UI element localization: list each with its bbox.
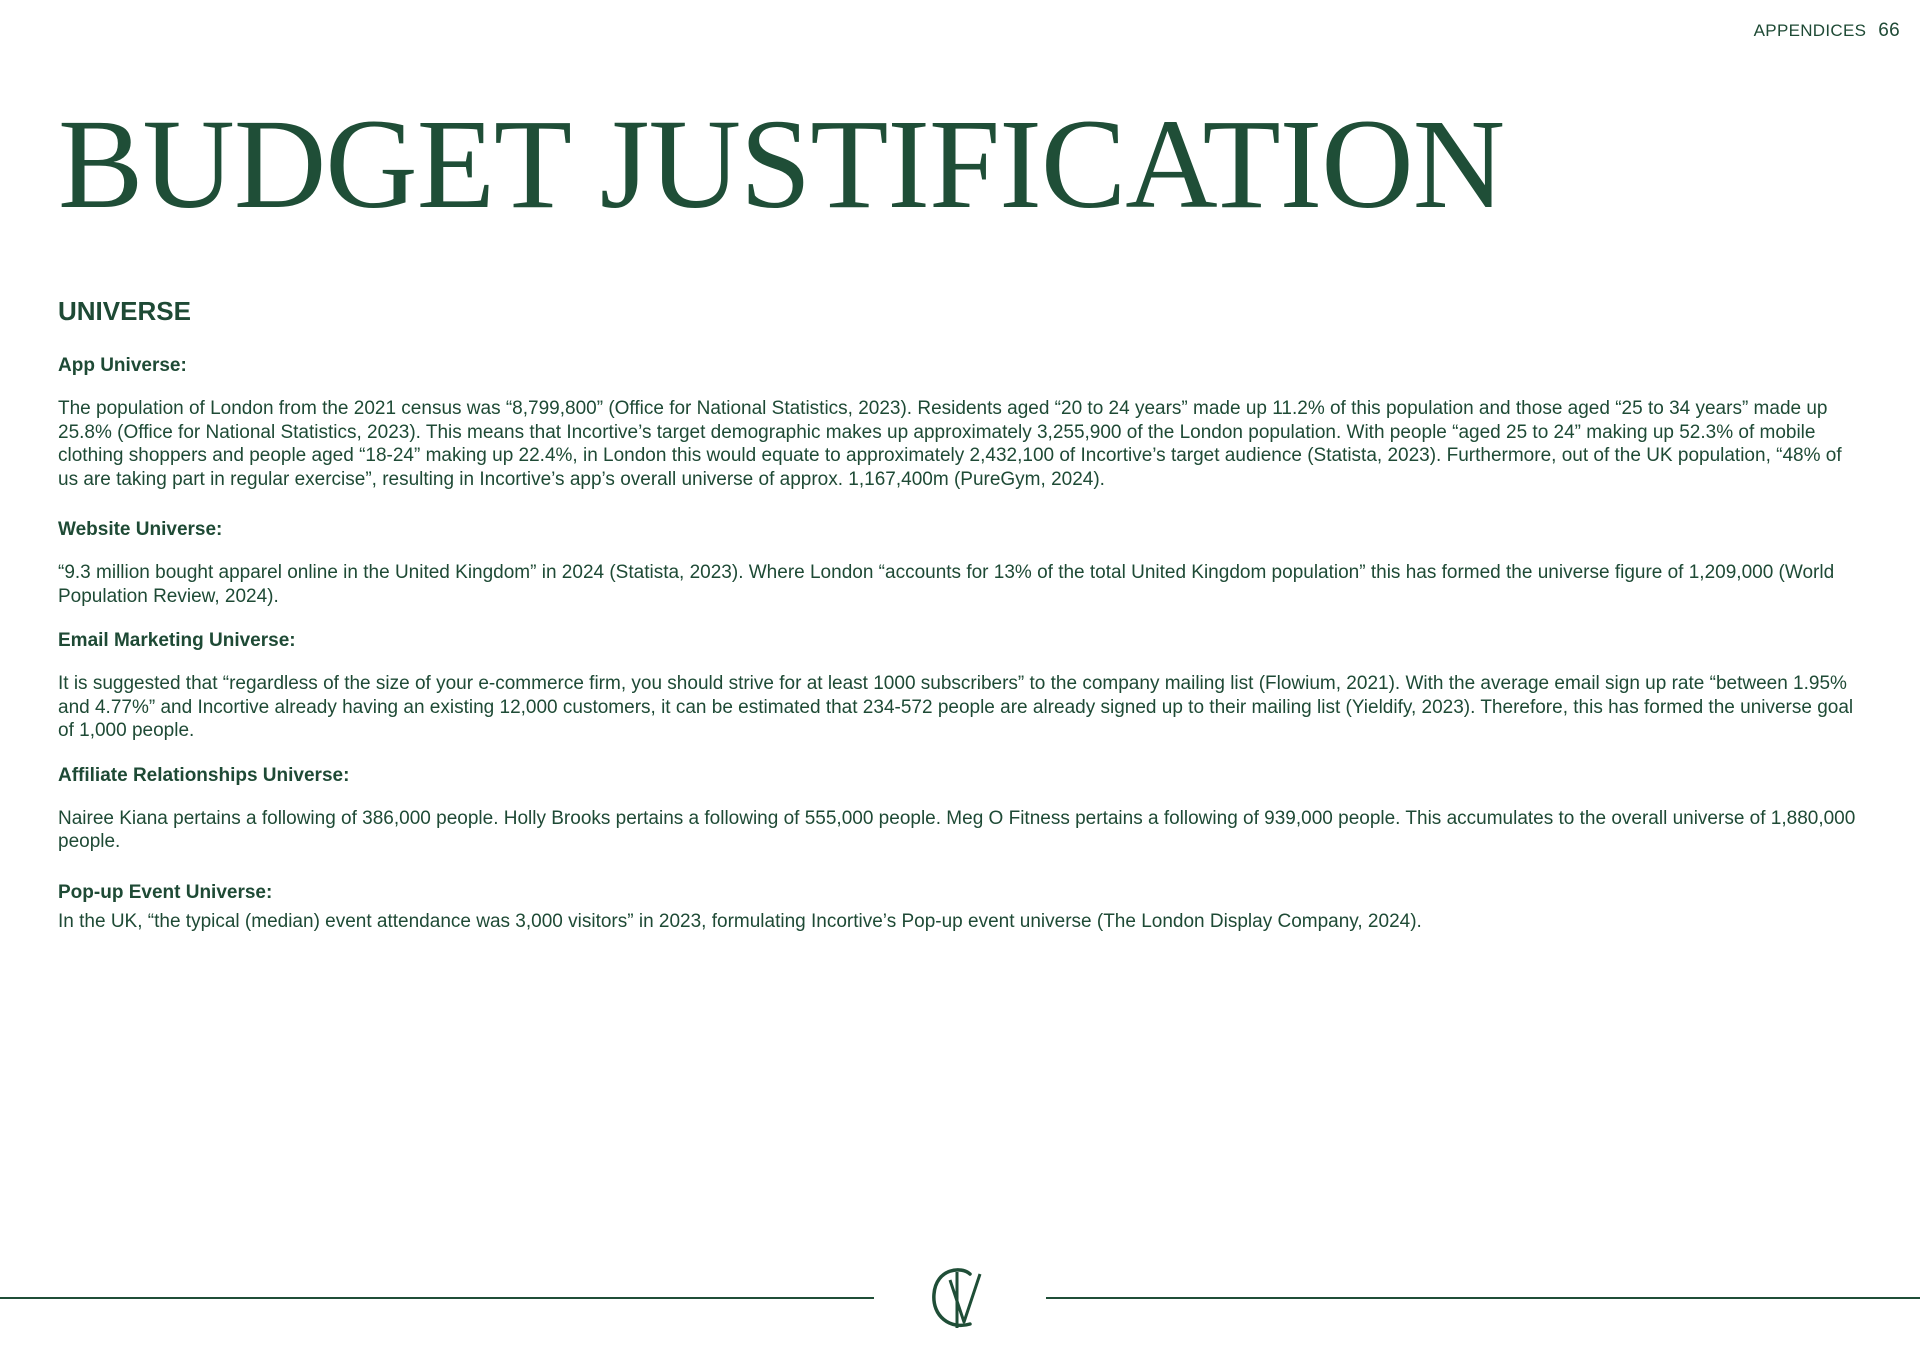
block-text: Nairee Kiana pertains a following of 386,000 people. Holly Brooks pertains a following of 555,000 people. Meg O Fitness pertains a following of 939,000 people. This accumulates to the overall universe of 1,880,000 people. (58, 807, 1856, 852)
section-label: APPENDICES (1753, 21, 1867, 40)
universe-section (58, 296, 1864, 961)
page-title: BUDGET JUSTIFICATION (58, 93, 1505, 235)
footer-divider-left (0, 1297, 874, 1299)
cv-monogram-logo-icon (926, 1264, 996, 1334)
website-universe-block (58, 519, 1864, 608)
block-text: In the UK, “the typical (median) event attendance was 3,000 visitors” in 2023, formulating Incortive’s Pop-up event universe (The London Display Company, 2024). (58, 910, 1422, 932)
block-title: App Universe: (58, 355, 187, 376)
popup-event-universe-block (58, 882, 1864, 934)
block-title: Website Universe: (58, 519, 223, 540)
footer-divider-right (1046, 1297, 1920, 1299)
affiliate-universe-block (58, 765, 1864, 854)
block-text: It is suggested that “regardless of the size of your e-commerce firm, you should strive for at least 1000 subscribers” to the company mailing list (Flowium, 2021). With the average email sign up rate “between 1.95% and 4.77%” and Incortive already having an existing 12,000 customers, it can be estimated that 234-572 people are already signed up to their mailing list (Yieldify, 2023). Therefore, this has formed the universe goal of 1,000 people. (58, 673, 1854, 741)
app-universe-block (58, 355, 1864, 491)
page-header (1754, 20, 1900, 42)
page-number: 66 (1878, 20, 1900, 41)
section-heading: UNIVERSE (58, 296, 191, 326)
email-marketing-universe-block (58, 630, 1864, 743)
block-title: Pop-up Event Universe: (58, 881, 273, 903)
block-title: Affiliate Relationships Universe: (58, 764, 350, 786)
block-title: Email Marketing Universe: (58, 630, 296, 651)
block-text: The population of London from the 2021 census was “8,799,800” (Office for National Statistics, 2023). Residents aged “20 to 24 years” made up 11.2% of this population and those aged “25 to 34 years” made up 25.8% (Office for National Statistics, 2023). This means that Incortive’s target demographic makes up approximately 3,255,900 of the London population. With people “aged 25 to 24” making up 52.3% of mobile clothing shoppers and people aged “18-24” making up 22.4%, in London this would equate to approximately 2,432,100 of Incortive’s target audience (Statista, 2023). Furthermore, out of the UK population, “48% of us are taking part in regular exercise”, resulting in Incortive’s app’s overall universe of approx. 1,167,400m (PureGym, 2024). (58, 398, 1842, 490)
block-text: “9.3 million bought apparel online in the United Kingdom” in 2024 (Statista, 2023). Where London “accounts for 13% of the total United Kingdom population” this has formed the universe figure of 1,209,000 (World Population Review, 2024). (58, 562, 1835, 607)
